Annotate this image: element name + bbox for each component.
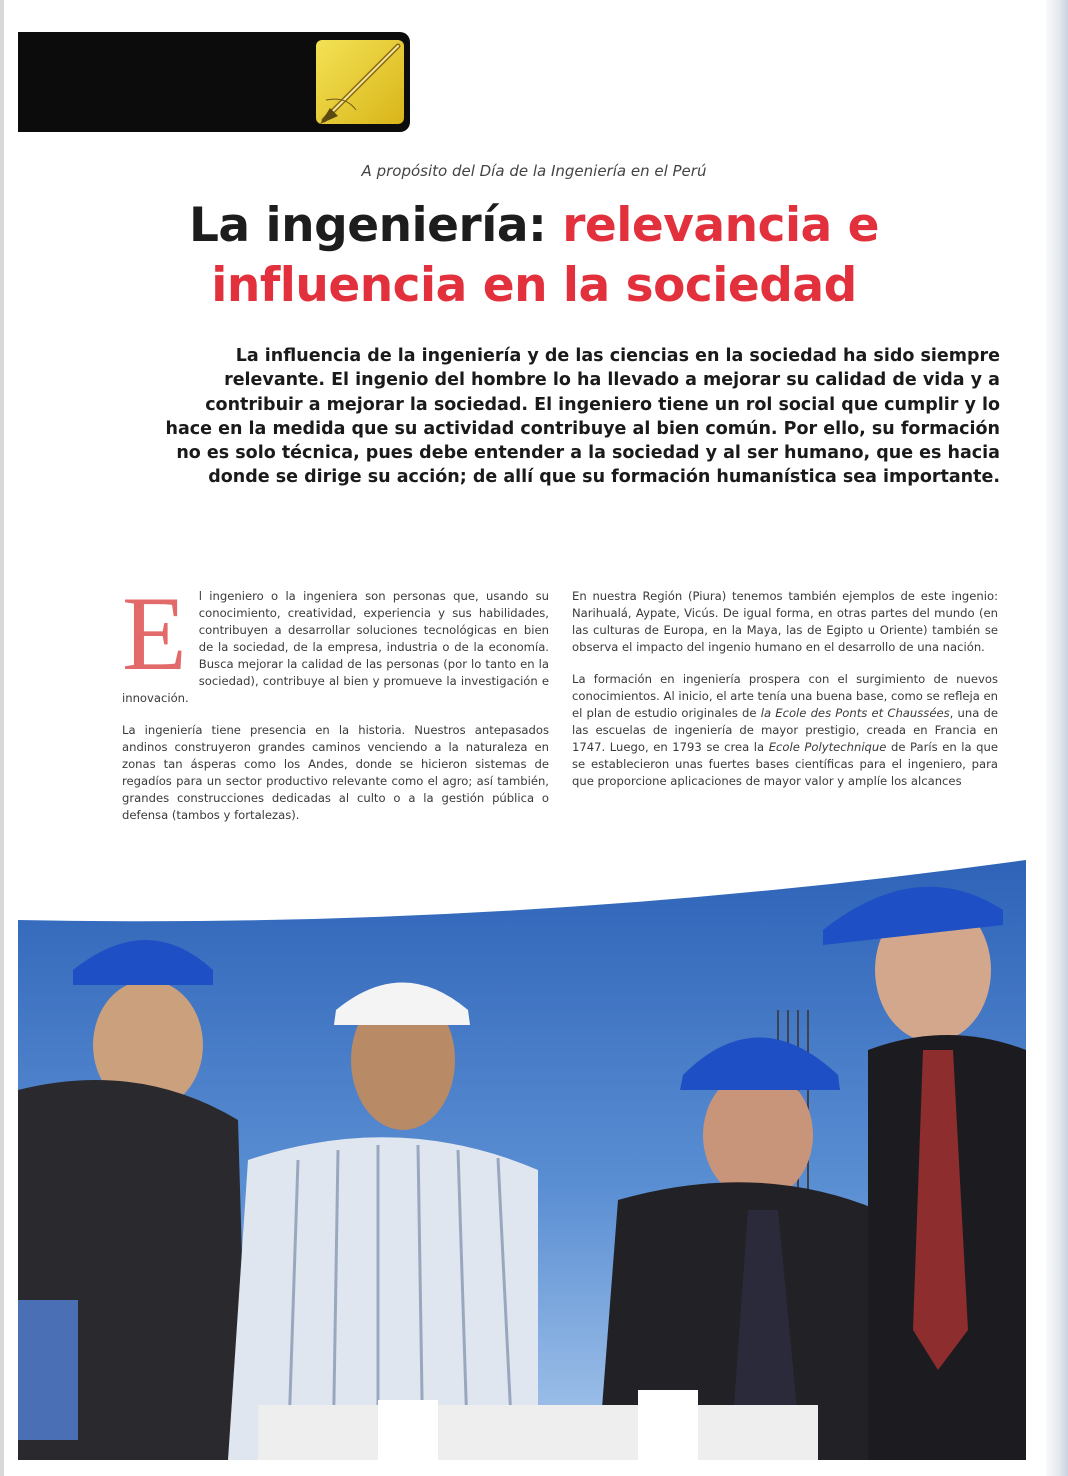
headline-dark: La ingeniería:	[188, 198, 547, 253]
headline-line-1	[0, 196, 1068, 256]
body-paragraph	[572, 671, 998, 790]
fountain-pen-icon	[316, 40, 404, 124]
school-name: Ecole Polytechnique	[768, 740, 887, 754]
headline	[0, 196, 1068, 316]
lede-line: La influencia de la ingeniería y de las ciencias en la sociedad ha sido siempre	[235, 346, 1000, 366]
engineers-photo	[18, 860, 1026, 1460]
body-paragraph	[122, 575, 549, 707]
body-paragraph-text: l ingeniero o la ingeniera son personas que, usando su conocimiento, creatividad, experiencia y sus habilidades, contribuyen a desarrollar soluciones tecnológicas en bien de la sociedad, de la empresa, industria o de la economía. Busca mejorar la calidad de las personas (por lo tanto en la sociedad), contribuye al bien y promueve la investigación e innovación.	[122, 589, 549, 705]
lede-line: hace en la medida que su actividad contribuye al bien común. Por ello, su formación	[165, 418, 1000, 439]
school-name: la Ecole des Ponts et Chaussées	[760, 706, 950, 720]
body-column-right	[572, 588, 998, 805]
body-text: , una de las escuelas de ingeniería de mayor prestigio, creada en Francia en 1747. Luego, en 1793 se crea la	[572, 706, 998, 754]
body-column-left	[122, 575, 549, 839]
headline-red-1: relevancia e	[562, 198, 880, 253]
dropcap: E	[122, 575, 187, 692]
body-text: La formación en ingeniería prospera con el surgimiento de nuevos conocimientos. Al inicio, el arte tenía una buena base, como se refleja en el plan de estudio originales de	[572, 672, 998, 720]
author-title: Doctor de la Facultad de Ingeniería.	[795, 58, 970, 70]
lede-line: relevante. El ingenio del hombre lo ha llevado a mejorar su calidad de vida y a	[224, 370, 1000, 391]
author-byline	[795, 42, 970, 87]
body-paragraph: La ingeniería tiene presencia en la historia. Nuestros antepasados andinos construyeron grandes caminos venciendo a la naturaleza en zonas tan ásperas como los Andes, donde se hicieron sistemas de regadíos para un sector productivo relevante como el agro; así también, grandes construcciones dedicadas al culto o a la gestión pública o defensa (tambos y fortalezas).	[122, 723, 549, 822]
author-institution: UDEP, Universidad de Piura	[832, 73, 970, 85]
lede-line: donde se dirige su acción; de allí que su formación humanística sea importante.	[208, 467, 1000, 488]
lede-line: contribuir a mejorar la sociedad. El ingeniero tiene un rol social que cumplir y lo	[205, 394, 1000, 415]
body-text: de París en la que se establecieron unas fuertes bases científicas para el ingeniero, para que proporcione aplicaciones de mayor valor y amplíe los alcances	[572, 740, 998, 788]
lede-line: no es solo técnica, pues debe entender a la sociedad y al ser humano, que es hacia	[176, 443, 1000, 464]
body-paragraph: En nuestra Región (Piura) tenemos también ejemplos de este ingenio: Narihualá, Aypate, Vicús. De igual forma, en otras partes del mundo (en las culturas de Europa, en la Maya, las de Egipto u Oriente) también se observa el impacto del ingenio humano en el desarrollo de una nación.	[572, 589, 998, 654]
author-name: Ing. William Ipanaqué Alama	[821, 43, 970, 55]
lede	[132, 344, 1000, 490]
kicker: A propósito del Día de la Ingeniería en el Perú	[361, 162, 707, 180]
headline-red-2: influencia en la sociedad	[211, 258, 857, 313]
